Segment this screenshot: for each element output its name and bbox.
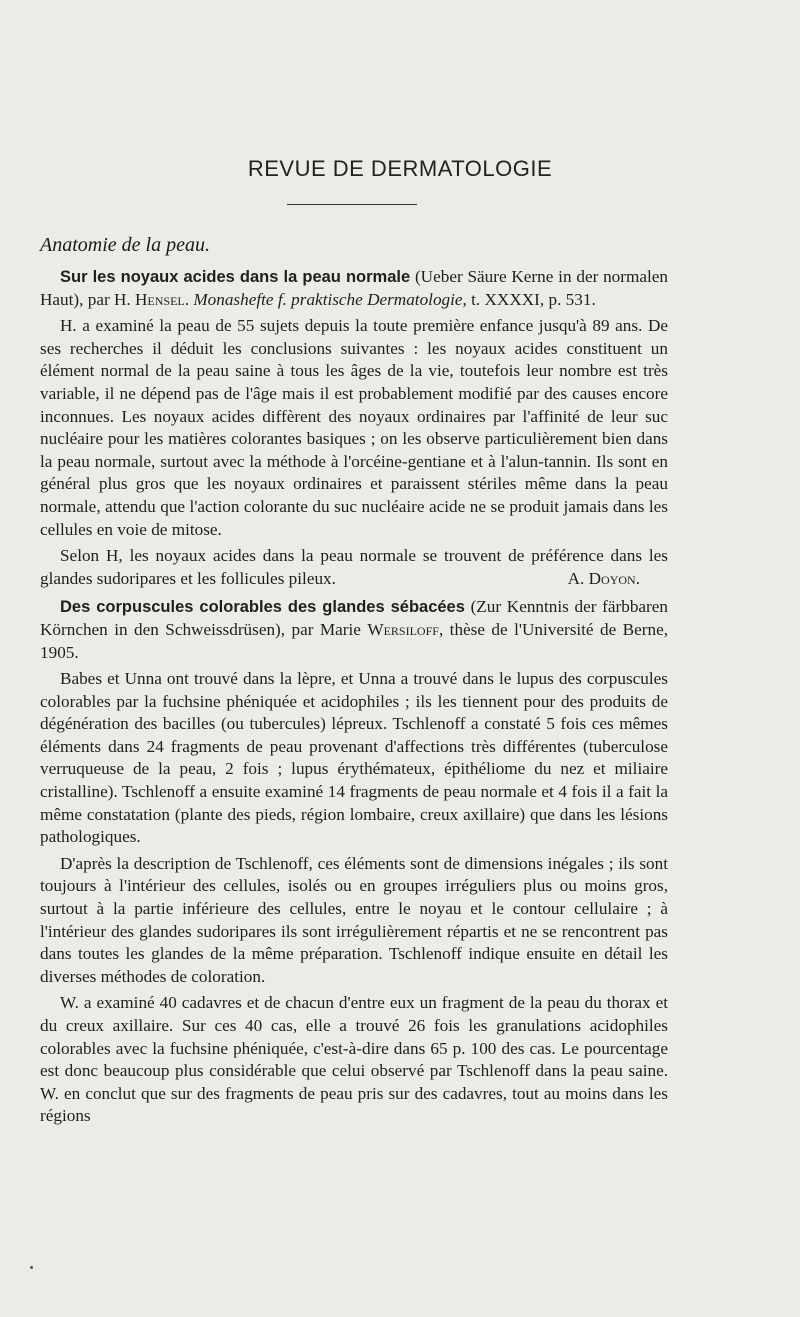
article2-citation-post: , thèse de l'Université de Berne, 1905. xyxy=(40,619,668,662)
article1-paragraph-2-text: Selon H, les noyaux acides dans la peau normale se trouvent de préférence dans les glandes sudoripares et les follicules pileux. xyxy=(40,546,668,588)
section-heading: Anatomie de la peau. xyxy=(40,234,210,256)
article1-title: Sur les noyaux acides dans la peau normale xyxy=(60,268,411,286)
article2-title: Des corpuscules colorables des glandes sébacées xyxy=(60,598,465,617)
article1-signature: A. Doyon. xyxy=(567,568,640,588)
article1-citation-post: , t. XXXXI, p. 531. xyxy=(462,289,596,309)
body-text xyxy=(40,232,668,1132)
article2-citation-pre: (Zur Kenntnis der färbbaren Körnchen in den Schweissdrüsen), par Marie xyxy=(40,597,668,639)
article1-author: Hensel xyxy=(134,289,185,309)
article1-paragraph-2 xyxy=(40,545,668,590)
article2-paragraph: D'après la description de Tschlenoff, ces éléments sont de dimensions inégales ; ils sont toujours à l'intérieur des cellules, isolés ou en groupes irréguliers plus ou moins gros, surtout à la partie inférieure des cellules, entre le noyau et le contour cellulaire ; à l'intérieur des glandes sudoripares ils sont irrégulièrement répartis et ne se rencontrent pas dans toutes les glandes de la même préparation. Tschlenoff indique ensuite en détail les diverses méthodes de coloration. xyxy=(40,853,668,986)
article2-header xyxy=(40,596,668,664)
article1-citation-mid: . xyxy=(184,289,194,309)
article2-author: Wersiloff xyxy=(367,619,439,639)
article1-header xyxy=(40,266,668,311)
article1-paragraph: H. a examiné la peau de 55 sujets depuis la toute première enfance jusqu'à 89 ans. De ses recherches il déduit les conclusions suivantes : les noyaux acides constituent un élément normal de la peau saine à tous les âges de la vie, toutefois leur nombre est très variable, il ne dépend pas de l'âge mais il est probablement modifié par des causes encore inconnues. Les noyaux acides diffèrent des noyaux ordinaires par l'affinité de leur suc nucléaire pour les matières colorantes basiques ; on les observe particulièrement bien dans la peau normale, surtout avec la méthode à l'orcéine-gentiane et à l'alun-tannin. Ils sont en général plus gros que les noyaux ordinaires et paraissent stériles même dans la peau normale, attendu que l'action colorante du suc nucléaire acide ne se produit jamais dans les cellules en voie de mitose. xyxy=(40,316,668,539)
article2-paragraph: W. a examiné 40 cadavres et de chacun d'entre eux un fragment de la peau du thorax et du creux axillaire. Sur ces 40 cas, elle a trouvé 26 fois les granulations acidophiles colorables avec la fuchsine phéniquée, c'est-à-dire dans 65 p. 100 des cas. Le pourcentage est donc beaucoup plus considérable que celui observé par Tschlenoff dans la peau saine. W. en conclut que sur des fragments de peau pris sur des cadavres, tout au moins dans les régions xyxy=(40,993,668,1126)
paper-speck xyxy=(30,1266,33,1269)
article2-paragraph: Babes et Unna ont trouvé dans la lèpre, et Unna a trouvé dans le lupus des corpuscules colorables par la fuchsine phéniquée et acidophiles ; ils les tiennent pour des produits de dégénération des bacilles (ou tubercules) lépreux. Tschlenoff a constaté 5 fois ces mêmes éléments dans 24 fragments de peau provenant d'affections très différentes (tuberculose verruqueuse de la peau, 2 fois ; lupus érythémateux, épithéliome du nez et miliaire cristalline). Tschlenoff a ensuite examiné 14 fragments de peau normale et 4 fois il a fait la même constatation (plante des pieds, région lombaire, creux axillaire) que dans les lésions pathologiques. xyxy=(40,669,668,847)
journal-title: REVUE DE DERMATOLOGIE xyxy=(247,156,553,181)
article1-journal: Monashefte f. praktische Dermatologie xyxy=(193,289,463,309)
article1-citation-pre: (Ueber Säure Kerne in der normalen Haut), par H. xyxy=(40,267,668,309)
title-divider xyxy=(287,204,417,205)
